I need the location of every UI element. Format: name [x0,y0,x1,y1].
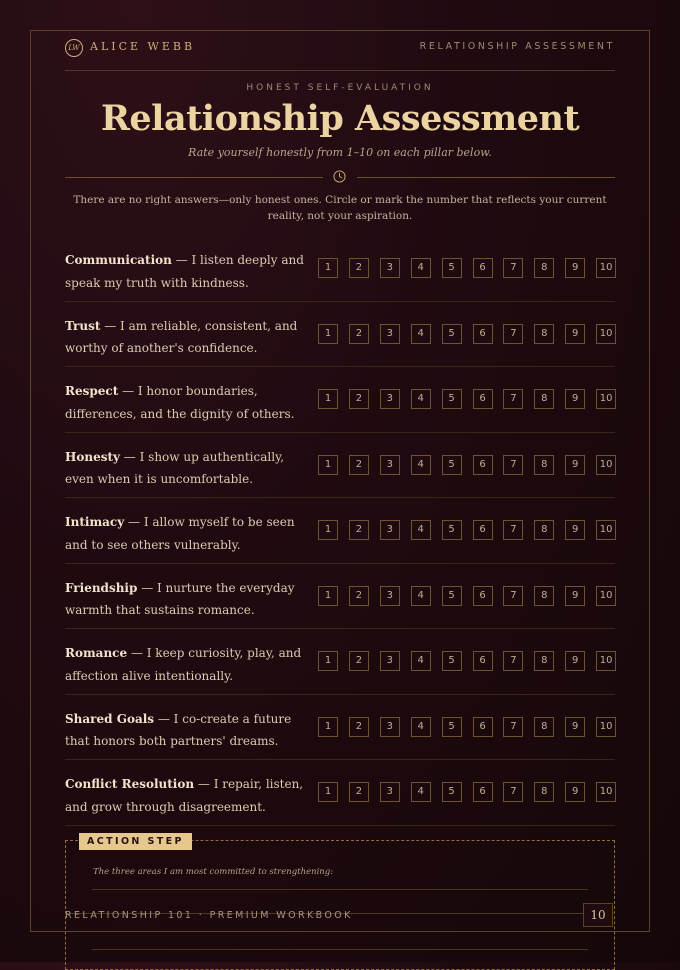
writing-line[interactable] [92,949,588,950]
section-title: RELATIONSHIP ASSESSMENT [419,41,615,52]
pillar-description: — I honor boundaries, differences, and the dignity of others. [65,384,295,421]
rating-box[interactable]: 5 [442,782,462,802]
rating-box[interactable]: 7 [503,324,523,344]
rating-box[interactable]: 3 [380,258,400,278]
pillar-name: Romance [65,646,128,660]
clock-icon [333,170,346,183]
rating-box[interactable]: 1 [318,651,338,671]
assessment-list [65,236,615,826]
rating-box[interactable]: 6 [473,651,493,671]
rating-box[interactable]: 9 [565,520,585,540]
pillar-label [65,577,310,622]
pillar-name: Intimacy [65,515,125,529]
rating-box[interactable]: 8 [534,717,554,737]
pillar-description: — I nurture the everyday warmth that sustains romance. [65,580,295,617]
rating-box[interactable]: 4 [411,782,431,802]
rating-box[interactable]: 7 [503,782,523,802]
rating-box[interactable]: 4 [411,520,431,540]
rating-box[interactable]: 1 [318,782,338,802]
rating-box[interactable]: 4 [411,717,431,737]
rating-box[interactable]: 2 [349,324,369,344]
rating-box[interactable]: 9 [565,651,585,671]
pillar-row [65,760,615,826]
rating-box[interactable]: 1 [318,389,338,409]
pillar-row [65,433,615,499]
rating-box[interactable]: 10 [596,258,616,278]
rating-box[interactable]: 6 [473,717,493,737]
page-header [65,38,615,60]
rating-box[interactable]: 1 [318,455,338,475]
rating-box[interactable]: 2 [349,520,369,540]
rating-box[interactable]: 6 [473,455,493,475]
rating-box[interactable]: 3 [380,520,400,540]
rating-box[interactable]: 7 [503,258,523,278]
rating-box[interactable]: 2 [349,455,369,475]
rating-box[interactable]: 10 [596,586,616,606]
rating-box[interactable]: 9 [565,258,585,278]
rating-box[interactable]: 6 [473,782,493,802]
brand-name: ALICE WEBB [90,40,196,53]
pillar-name: Friendship [65,580,138,595]
pillar-row [65,629,615,695]
rating-box[interactable]: 2 [349,258,369,278]
rating-box[interactable]: 5 [442,651,462,671]
pillar-row [65,498,615,564]
rating-box[interactable]: 5 [442,520,462,540]
rating-box[interactable]: 8 [534,651,554,671]
pillar-label [65,380,310,425]
rating-box[interactable]: 10 [596,782,616,802]
rating-box[interactable]: 9 [565,586,585,606]
rating-box[interactable]: 4 [411,258,431,278]
rating-box[interactable]: 4 [411,389,431,409]
pillar-row [65,695,615,761]
action-step-prompt: The three areas I am most committed to strengthening: [93,867,334,877]
rating-box[interactable]: 5 [442,586,462,606]
pillar-label [65,708,310,753]
pillar-label [65,773,310,818]
rating-box[interactable]: 6 [473,258,493,278]
rating-box[interactable]: 4 [411,651,431,671]
rating-box[interactable]: 3 [380,717,400,737]
rating-box[interactable]: 2 [349,586,369,606]
footer-label: RELATIONSHIP 101 · PREMIUM WORKBOOK [65,910,353,921]
page-title: Relationship Assessment [100,98,580,139]
rating-box[interactable]: 7 [503,455,523,475]
rating-box[interactable]: 9 [565,455,585,475]
rating-box[interactable]: 5 [442,455,462,475]
rating-box[interactable]: 1 [318,258,338,278]
rating-box[interactable]: 3 [380,586,400,606]
rating-box[interactable]: 8 [534,324,554,344]
rating-box[interactable]: 3 [380,782,400,802]
action-step-box [65,836,615,970]
writing-line[interactable] [92,889,588,890]
rating-box[interactable]: 5 [442,324,462,344]
rating-box[interactable]: 3 [380,455,400,475]
rating-box[interactable]: 10 [596,455,616,475]
pillar-label [65,642,310,687]
page-number: 10 [583,903,613,927]
rating-box[interactable]: 7 [503,389,523,409]
pillar-description: — I keep curiosity, play, and affection alive intentionally. [65,646,302,683]
pillar-row [65,367,615,433]
monogram-logo-icon: LW [65,39,83,57]
rating-box[interactable]: 8 [534,782,554,802]
rating-box[interactable]: 7 [503,717,523,737]
rating-box[interactable]: 8 [534,389,554,409]
rating-box[interactable]: 6 [473,520,493,540]
rating-box[interactable]: 4 [411,455,431,475]
rating-box[interactable]: 3 [380,389,400,409]
rating-box[interactable]: 2 [349,389,369,409]
pillar-row [65,236,615,302]
pillar-label [65,249,310,294]
pillar-label [65,315,310,360]
pillar-row [65,302,615,368]
rating-box[interactable]: 7 [503,586,523,606]
rating-box[interactable]: 9 [565,389,585,409]
rating-box[interactable]: 9 [565,324,585,344]
rating-box[interactable]: 10 [596,520,616,540]
rating-box[interactable]: 2 [349,651,369,671]
rating-box[interactable]: 10 [596,717,616,737]
rating-box[interactable]: 6 [473,586,493,606]
rating-box[interactable]: 8 [534,455,554,475]
rating-box[interactable]: 1 [318,717,338,737]
rating-box[interactable]: 9 [565,717,585,737]
rating-box[interactable]: 2 [349,717,369,737]
pillar-name: Trust [65,318,101,333]
pillar-description: — I listen deeply and speak my truth with kindness. [65,253,304,290]
rating-box[interactable]: 10 [596,651,616,671]
rating-box[interactable]: 1 [318,586,338,606]
divider-right [357,177,615,178]
rating-box[interactable]: 6 [473,389,493,409]
rating-box[interactable]: 7 [503,651,523,671]
pillar-name: Shared Goals [65,711,155,726]
rating-box[interactable]: 1 [318,324,338,344]
rating-box[interactable]: 9 [565,782,585,802]
pillar-description: — I allow myself to be seen and to see others vulnerably. [65,515,295,552]
rating-box[interactable]: 5 [442,389,462,409]
pillar-name: Honesty [65,449,120,464]
pillar-name: Communication [65,253,172,267]
pillar-description: — I co-create a future that honors both partners' dreams. [65,711,292,748]
pillar-label [65,511,310,556]
pillar-label [65,446,310,491]
rating-box[interactable]: 3 [380,651,400,671]
pillar-row [65,564,615,630]
rating-box[interactable]: 8 [534,520,554,540]
rating-box[interactable]: 8 [534,586,554,606]
rating-box[interactable]: 5 [442,258,462,278]
pillar-name: Respect [65,384,119,398]
rating-box[interactable]: 10 [596,324,616,344]
pillar-description: — I am reliable, consistent, and worthy of another's confidence. [65,318,298,355]
eyebrow: HONEST SELF-EVALUATION [246,83,434,93]
pillar-description: — I repair, listen, and grow through disagreement. [65,777,304,814]
rating-box[interactable]: 3 [380,324,400,344]
rating-box[interactable]: 1 [318,520,338,540]
action-step-tag: ACTION STEP [79,833,192,850]
rating-box[interactable]: 4 [411,586,431,606]
rating-box[interactable]: 2 [349,782,369,802]
instructions: There are no right answers—only honest ones. Circle or mark the number that reflects your current reality, not your aspiration. [73,194,607,222]
rating-box[interactable]: 8 [534,258,554,278]
rating-box[interactable]: 5 [442,717,462,737]
header-rule [65,70,615,71]
rating-box[interactable]: 6 [473,324,493,344]
rating-box[interactable]: 10 [596,389,616,409]
pillar-name: Conflict Resolution [65,777,195,791]
page-subtitle: Rate yourself honestly from 1–10 on each pillar below. [188,146,492,159]
divider-left [65,177,323,178]
rating-box[interactable]: 7 [503,520,523,540]
pillar-description: — I show up authentically, even when it is uncomfortable. [65,449,285,486]
rating-box[interactable]: 4 [411,324,431,344]
